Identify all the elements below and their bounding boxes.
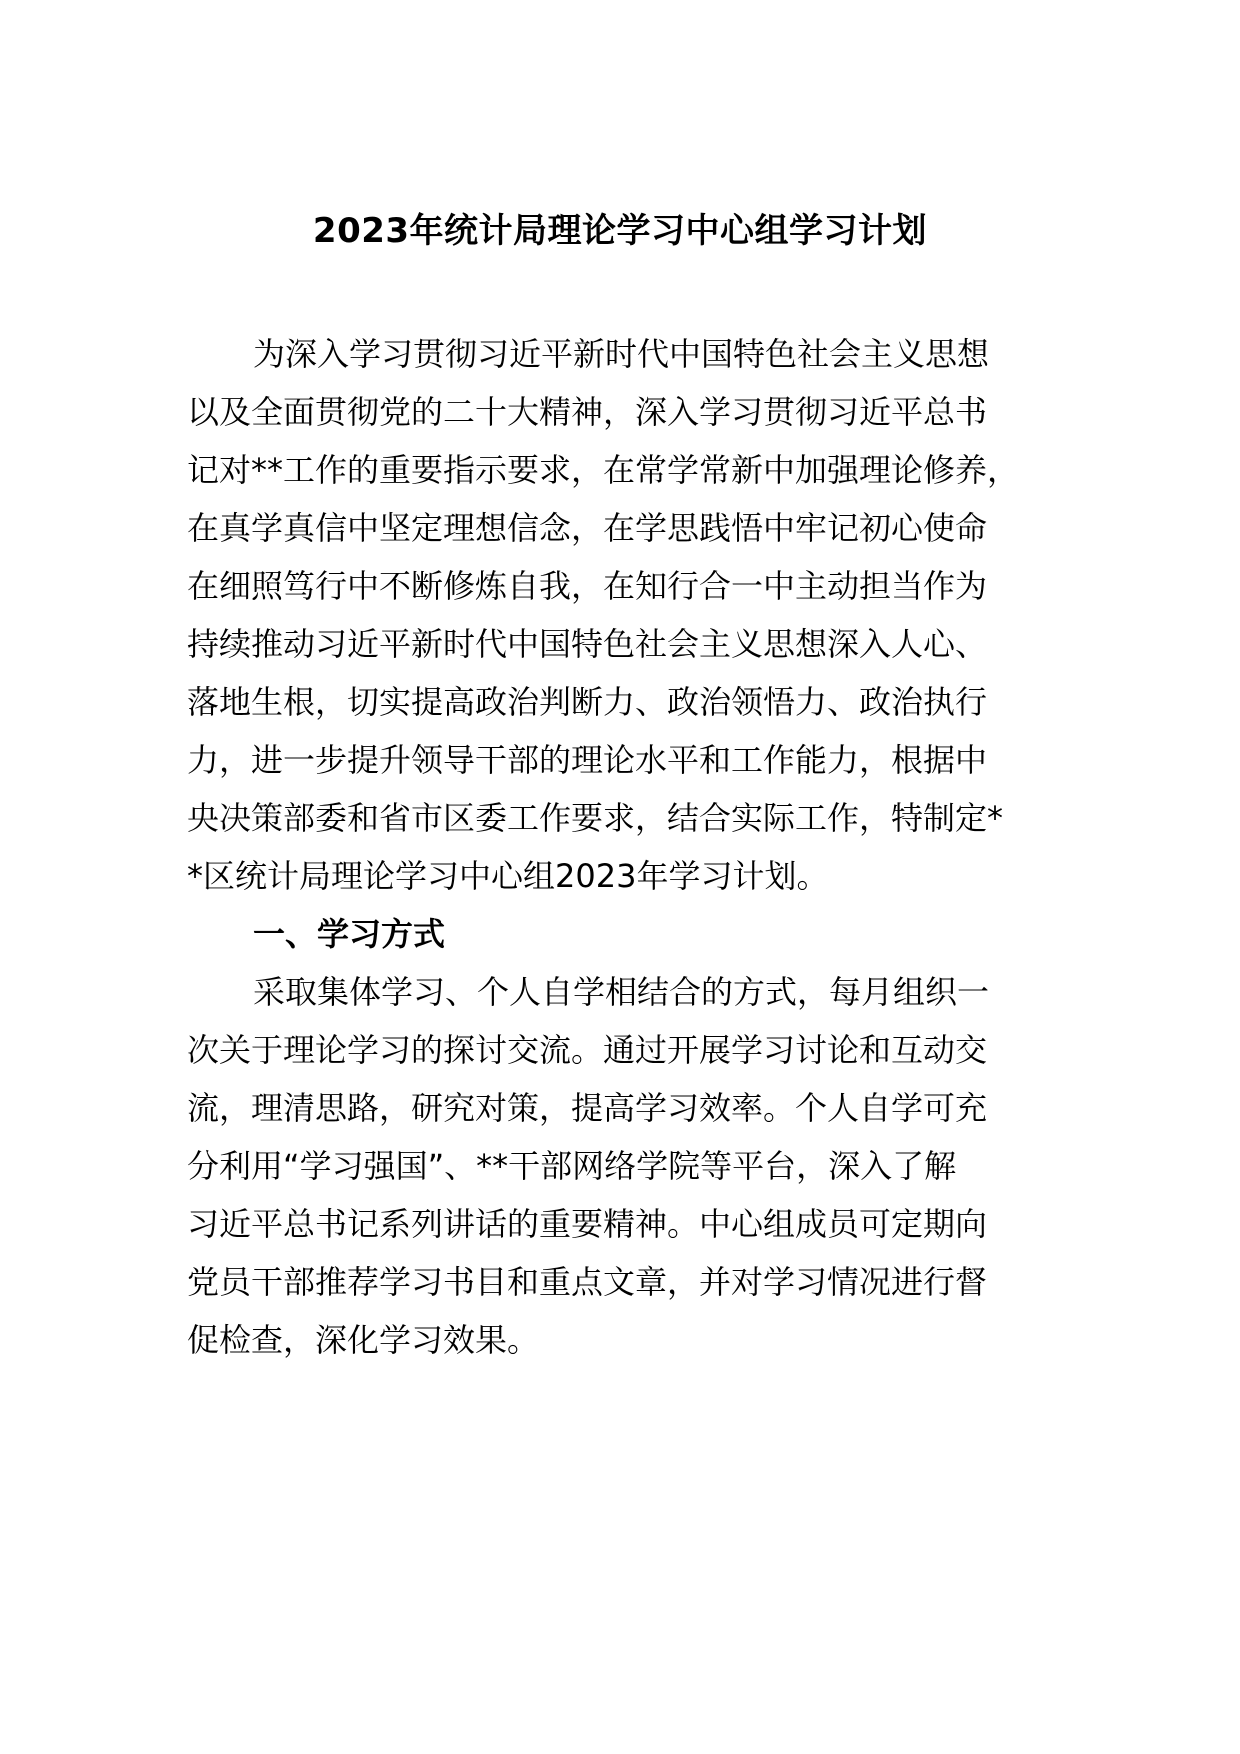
- paragraph-line: 落地生根，切实提高政治判断力、政治领悟力、政治执行: [187, 683, 988, 721]
- paragraph-line: 在细照笃行中不断修炼自我，在知行合一中主动担当作为: [187, 567, 988, 605]
- section-heading: 一、学习方式: [253, 915, 446, 953]
- paragraph-line: 采取集体学习、个人自学相结合的方式，每月组织一: [253, 973, 990, 1011]
- paragraph-line: 促检查，深化学习效果。: [187, 1321, 540, 1359]
- paragraph-line: 流，理清思路，研究对策，提高学习效率。个人自学可充: [187, 1089, 988, 1127]
- paragraph-line: 次关于理论学习的探讨交流。通过开展学习讨论和互动交: [187, 1031, 988, 1069]
- paragraph-line: 习近平总书记系列讲话的重要精神。中心组成员可定期向: [187, 1205, 988, 1243]
- document-title: 2023年统计局理论学习中心组学习计划: [312, 211, 928, 251]
- paragraph-line: 央决策部委和省市区委工作要求，结合实际工作，特制定*: [187, 799, 1004, 837]
- paragraph-line: 以及全面贯彻党的二十大精神，深入学习贯彻习近平总书: [187, 393, 988, 431]
- paragraph-line: *区统计局理论学习中心组2023年学习计划。: [187, 857, 829, 895]
- paragraph-line: 为深入学习贯彻习近平新时代中国特色社会主义思想: [253, 335, 990, 373]
- paragraph-line: 持续推动习近平新时代中国特色社会主义思想深入人心、: [187, 625, 988, 663]
- paragraph-line: 记对**工作的重要指示要求，在常学常新中加强理论修养，: [187, 451, 1020, 489]
- paragraph-line: 在真学真信中坚定理想信念，在学思践悟中牢记初心使命: [187, 509, 988, 547]
- paragraph-line: 党员干部推荐学习书目和重点文章，并对学习情况进行督: [187, 1263, 988, 1301]
- paragraph-line: 力，进一步提升领导干部的理论水平和工作能力，根据中: [187, 741, 988, 779]
- paragraph-line: 分利用“学习强国”、**干部网络学院等平台，深入了解: [187, 1147, 957, 1185]
